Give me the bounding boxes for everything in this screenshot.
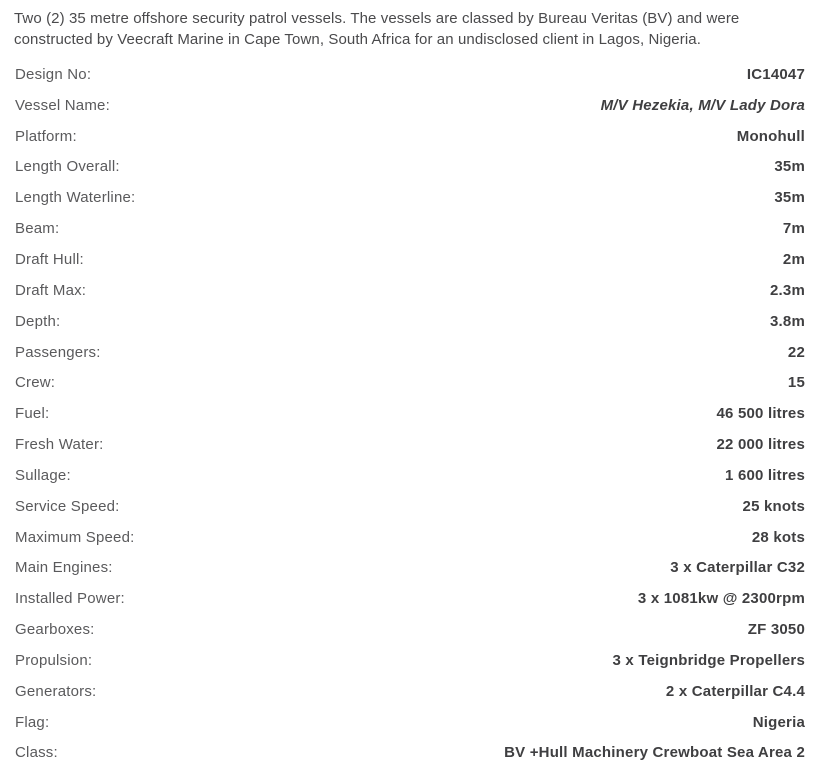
- spec-value: M/V Hezekia, M/V Lady Dora: [600, 96, 805, 114]
- spec-row: [0, 337, 830, 368]
- spec-value: 28 kots: [751, 528, 805, 546]
- spec-row: [0, 491, 830, 522]
- spec-row: [0, 182, 830, 213]
- spec-value: Monohull: [736, 127, 805, 145]
- spec-label: Vessel Name:: [15, 96, 110, 114]
- spec-label: Length Overall:: [15, 158, 120, 176]
- spec-row: [0, 152, 830, 183]
- spec-label: Fresh Water:: [15, 436, 104, 454]
- spec-value: 2m: [782, 250, 805, 268]
- spec-label: Crew:: [15, 374, 56, 392]
- spec-row: [0, 460, 830, 491]
- spec-value: IC14047: [746, 65, 805, 83]
- spec-value: 1 600 litres: [725, 466, 805, 484]
- spec-value: 35m: [774, 158, 805, 176]
- intro-paragraph: Two (2) 35 metre offshore security patrol vessels. The vessels are classed by Bureau Veritas (BV) and were constructed by Veecraft Marine in Cape Town, South Africa for an undisclosed client in Lagos, Nigeria.: [14, 10, 740, 48]
- spec-value: ZF 3050: [747, 621, 805, 639]
- spec-label: Installed Power:: [15, 590, 125, 608]
- spec-label: Main Engines:: [15, 559, 113, 577]
- spec-label: Draft Hull:: [15, 250, 84, 268]
- spec-label: Flag:: [15, 713, 50, 731]
- spec-row: [0, 738, 830, 769]
- spec-row: [0, 583, 830, 614]
- spec-value: 3 x 1081kw @ 2300rpm: [637, 590, 805, 608]
- spec-label: Beam:: [15, 220, 60, 238]
- spec-label: Platform:: [15, 127, 77, 145]
- spec-row: [0, 707, 830, 738]
- spec-row: [0, 614, 830, 645]
- spec-value: 15: [787, 374, 805, 392]
- spec-row: [0, 398, 830, 429]
- spec-label: Generators:: [15, 682, 97, 700]
- spec-label: Gearboxes:: [15, 621, 95, 639]
- spec-row: [0, 90, 830, 121]
- spec-row: [0, 213, 830, 244]
- spec-row: [0, 306, 830, 337]
- spec-row: [0, 522, 830, 553]
- spec-value: 2.3m: [770, 281, 805, 299]
- spec-value: Nigeria: [752, 713, 805, 731]
- spec-row: [0, 275, 830, 306]
- spec-row: [0, 244, 830, 275]
- spec-label: Service Speed:: [15, 497, 120, 515]
- spec-value: 35m: [774, 189, 805, 207]
- spec-value: 22 000 litres: [716, 436, 805, 454]
- spec-label: Design No:: [15, 65, 92, 83]
- spec-label: Maximum Speed:: [15, 528, 135, 546]
- spec-label: Fuel:: [15, 405, 50, 423]
- spec-label: Length Waterline:: [15, 189, 136, 207]
- spec-row: [0, 645, 830, 676]
- spec-row: [0, 121, 830, 152]
- spec-label: Propulsion:: [15, 651, 93, 669]
- spec-value: 2 x Caterpillar C4.4: [665, 682, 805, 700]
- spec-value: 3 x Caterpillar C32: [670, 559, 805, 577]
- spec-table: [0, 59, 830, 768]
- spec-row: [0, 367, 830, 398]
- spec-label: Sullage:: [15, 466, 71, 484]
- spec-value: 25 knots: [742, 497, 805, 515]
- spec-value: BV +Hull Machinery Crewboat Sea Area 2: [504, 744, 805, 762]
- spec-row: [0, 59, 830, 90]
- spec-label: Depth:: [15, 312, 61, 330]
- spec-value: 7m: [782, 220, 805, 238]
- spec-value: 3 x Teignbridge Propellers: [612, 651, 805, 669]
- spec-row: [0, 676, 830, 707]
- spec-value: 22: [787, 343, 805, 361]
- spec-value: 3.8m: [770, 312, 805, 330]
- spec-row: [0, 553, 830, 584]
- spec-value: 46 500 litres: [716, 405, 805, 423]
- spec-row: [0, 429, 830, 460]
- spec-label: Passengers:: [15, 343, 101, 361]
- spec-label: Class:: [15, 744, 58, 762]
- spec-label: Draft Max:: [15, 281, 87, 299]
